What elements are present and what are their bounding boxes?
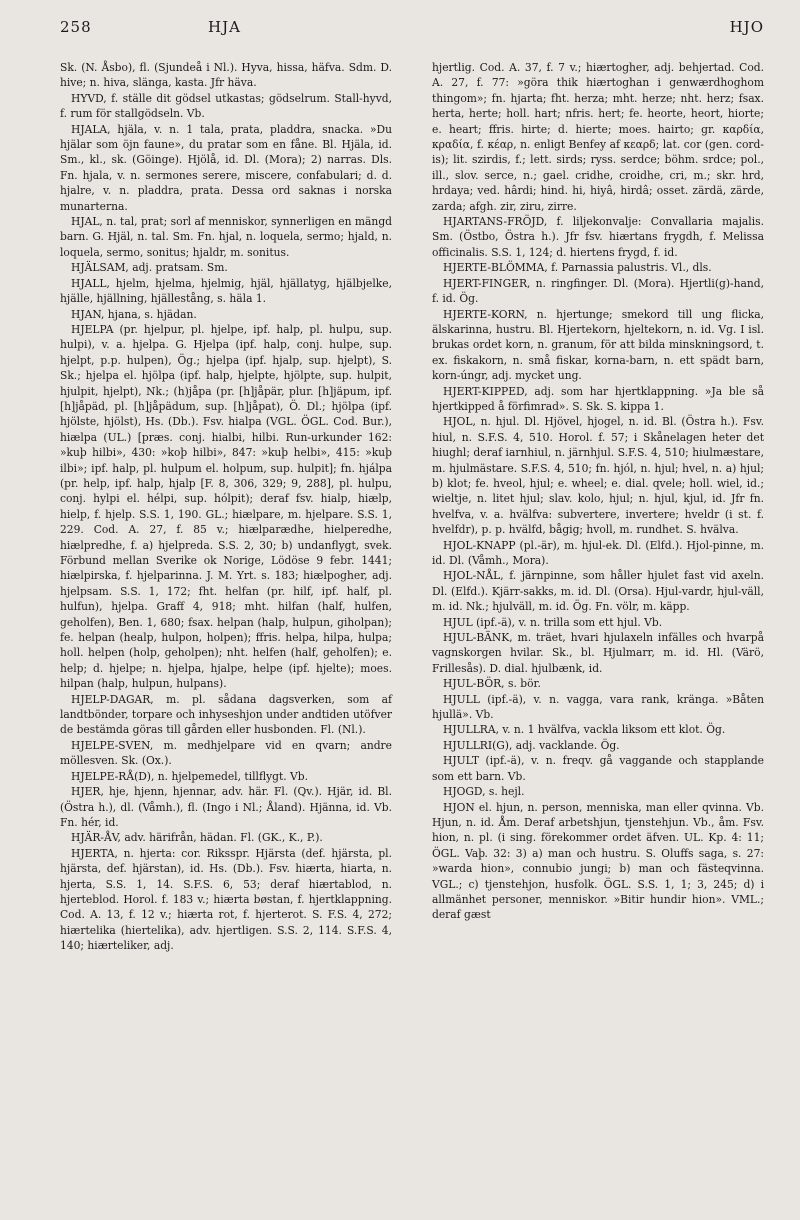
dictionary-entry: HJÄLSAM, adj. pratsam. Sm. — [71, 261, 228, 275]
dictionary-entry: HJUL-BÄNK, m. träet, hvari hjulaxeln infälles och hvarpå vagnskorgen hvilar. Sk., bl. Hjulmarr, m. id. Hl. (Värö, Frillesås). D. dial. hjulbænk, id. — [432, 631, 764, 675]
dictionary-entry: HJERTE-KORN, n. hjertunge; smekord till ung flicka, älskarinna, hustru. Bl. Hjertekorn, hjeltekorn, n. id. Vg. I isl. brukas ordet korn, n. granum, för att bilda minskningsord, t. ex. fiskakorn, n. små fiskar, korna-barn, n. ett spädt barn, korn-úngr, adj. mycket ung. — [432, 307, 764, 383]
dictionary-entry: HJOL-NÅL, f. järnpinne, som håller hjulet fast vid axeln. Dl. (Elfd.). Kjärr-sakks, m. id. Dl. (Orsa). Hjul-vardr, hjul-väll, m. id. Nk.; hjulväll, m. id. Ög. Fn. völr, m. käpp. — [432, 569, 764, 614]
left-column — [60, 60, 392, 954]
dictionary-entry: HJAN, hjana, s. hjädan. — [71, 307, 197, 321]
dictionary-entry: HJULLRA, v. n. 1 hvälfva, vackla liksom ett klot. Ög. — [443, 723, 726, 737]
dictionary-entry: HJALA, hjäla, v. n. 1 tala, prata, pladdra, snacka. »Du hjälar som öjn faune», du pratar som en fåne. Bl. Hjäla, id. Sm., kl., sk. (Göinge). Hjölå, id. Dl. (Mora); 2) narras. Dls. Fn. hjala, v. n. sermones serere, miscere, confabulari; d. d. hjalre, v. n. pladdra, prata. Dessa ord saknas i norska munarterna. — [60, 122, 392, 213]
dictionary-entry: HYVD, f. ställe dit gödsel utkastas; gödselrum. Stall-hyvd, f. rum för stallgödseln. Vb. — [60, 91, 392, 121]
page-number: 258 — [60, 18, 92, 36]
left-running-head: HJA — [208, 18, 241, 36]
dictionary-entry: HJELPA (pr. hjelpur, pl. hjelpe, ipf. halp, pl. hulpu, sup. hulpi), v. a. hjelpa. G. Hjelpa (ipf. halp, conj. hulpe, sup. hjelpt, p.p. hulpen), Ög.; hjelpa (ipf. hjalp, sup. hjelpt), S. Sk.; hjelpa el. hjölpa (ipf. halp, hjelpte, hjölpte, sup. hulpit, hjulpit, hjelpt), Nk.; (h)jåpa (pr. [h]jåpär, plur. [h]jäpum, ipf. [h]jåpäd, pl. [h]jåpädum, sup. [h]jåpat), Ö. Dl.; hjölpa (ipf. hjölste, hjölst), Hs. (Db.). Fsv. hialpa (VGL. ÖGL. Cod. Bur.), hiælpa (UL.) [præs. conj. hialbi, hilbi. Run-urkunder 162: »kuþ hilbi», 430: »koþ hilbi», 847: »kuþ helbi», 415: »kuþ ilbi»; ipf. halp, pl. hulpum el. holpum, sup. hulpit]; fn. hjálpa (pr. help, ipf. halp, hjalp [F. 8, 306, 329; 9, 288], pl. hulpu, conj. hylpi el. hélpi, sup. hólpit); deraf fsv. hialp, hiælp, hielp, f. hjelp. S.S. 1, 190. GL.; hiælpare, m. hjelpare. S.S. 1, 229. Cod. A. 27, f. 85 v.; hiælparædhe, hielperedhe, hiælpredhe, f. a) hjelpreda. S.S. 2, 30; b) undanflygt, svek. Förbund mellan Sverike ok Norige, Lödöse 9 febr. 1441; hiælpirska, f. hjelparinna. J. M. Yrt. s. 183; hiælpogher, adj. hjelpsam. S.S. 1, 172; fht. helfan (pr. hilf, ipf. half, pl. hulfun), hjelpa. Graff 4, 918; mht. hilfan (half, hulfen, geholfen), Ben. 1, 680; fsax. helpan (halp, hulpun, giholpan); fe. helpan (healp, hulpon, holpen); ffris. helpa, hilpa, hulpa; holl. helpen (holp, geholpen); nht. helfen (half, geholfen); e. help; d. hjelpe; n. hjelpa, hjalpe, helpe (ipf. hjelte); moes. hilpan (halp, hulpun, hulpans). — [60, 322, 392, 691]
dictionary-entry: HJUL-BÖR, s. bör. — [443, 677, 541, 691]
dictionary-entry: HJARTANS-FRÖJD, f. liljekonvalje: Convallaria majalis. Sm. (Östbo, Östra h.). Jfr fsv. hiærtans frygdh, f. Melissa officinalis. S.S. 1, 124; d. hiertens frygd, f. id. — [432, 215, 764, 259]
dictionary-entry: HJERT-KIPPED, adj. som har hjertklappning. »Ja ble så hjertkipped å förfimrad». S. Sk. S. kippa 1. — [432, 384, 764, 413]
dictionary-entry: HJOGD, s. hejl. — [443, 785, 525, 799]
dictionary-entry: Sk. (N. Åsbo), fl. (Sjundeå i Nl.). Hyva, hissa, häfva. Sdm. D. hive; n. hiva, slänga, kasta. Jfr häva. — [60, 61, 392, 90]
dictionary-entry: hjertlig. Cod. A. 37, f. 7 v.; hiærtogher, adj. behjertad. Cod. A. 27, f. 77: »göra thik hiærtoghan i genwærdhoghom thingom»; fn. hjarta; fht. herza; mht. herze; nht. herz; fsax. herta, herte; holl. hart; nfris. hert; fe. heorte, heort, hiorte; e. heart; ffris. hirte; d. hierte; moes. hairto; gr. καρδία, κραδία, f. κέαρ, n. enligt Benfey af κεαρδ; lat. cor (gen. cord-is); lit. szirdis, f.; lett. sirds; ryss. serdce; böhm. srdce; pol., ill., slov. serce, n.; gael. cridhe, croidhe, cri, m.; skr. hrd, hrdaya; ved. hârdi; hind. hi, hiyâ, hirdâ; osset. zärdä, zärde, zarda; afgh. zir, ziru, zirre. — [432, 61, 764, 213]
dictionary-entry: HJULT (ipf.-ä), v. n. freqv. gå vaggande och stapplande som ett barn. Vb. — [432, 754, 764, 783]
dictionary-entry: HJOL, n. hjul. Dl. Hjövel, hjogel, n. id. Bl. (Östra h.). Fsv. hiul, n. S.F.S. 4, 510. Horol. f. 57; i Skånelagen heter det hiughl; deraf iarnhiul, n. järnhjul. S.F.S. 4, 510; hiulmæstare, m. hjulmästare. S.F.S. 4, 510; fn. hjól, n. hjul; hvel, n. a) hjul; b) klot; fe. hveol, hjul; e. wheel; e. dial. qvele; holl. wiel, id.; wieltje, n. litet hjul; slav. kolo, hjul; n. hjul, kjul, id. Jfr fn. hvelfva, v. a. hvälfva: subvertere, invertere; hveldr (i st. f. hvelfdr), p. p. hvälfd, bågig; hvoll, m. rundhet. S. hvälva. — [432, 415, 764, 537]
right-column — [432, 60, 764, 954]
dictionary-entry: HJULL (ipf.-ä), v. n. vagga, vara rank, kränga. »Båten hjullä». Vb. — [432, 692, 764, 722]
columns — [60, 60, 764, 954]
dictionary-entry: HJOL-KNAPP (pl.-är), m. hjul-ek. Dl. (Elfd.). Hjol-pinne, m. id. Dl. (Våmh., Mora). — [432, 538, 764, 567]
right-running-head: HJO — [729, 18, 764, 36]
page-header — [60, 18, 764, 42]
dictionary-entry: HJER, hje, hjenn, hjennar, adv. här. Fl. (Qv.). Hjär, id. Bl. (Östra h.), dl. (Våmh.), fl. (Ingo i Nl.; Åland). Hjänna, id. Vb. Fn. hér, id. — [60, 785, 392, 829]
dictionary-entry: HJELP-DAGAR, m. pl. sådana dagsverken, som af landtbönder, torpare och inhyseshjon under andtiden utöfver de bestämda göras till gården eller husbonden. Fl. (Nl.). — [60, 692, 392, 737]
dictionary-entry: HJELPE-RÅ(D), n. hjelpemedel, tillflygt. Vb. — [71, 769, 308, 783]
dictionary-entry: HJERT-FINGER, n. ringfinger. Dl. (Mora). Hjertli(g)-hand, f. id. Ög. — [432, 276, 764, 306]
dictionary-entry: HJELPE-SVEN, m. medhjelpare vid en qvarn; andre möllesven. Sk. (Ox.). — [60, 738, 392, 768]
dictionary-entry: HJERTA, n. hjerta: cor. Riksspr. Hjärsta (def. hjärsta, pl. hjärsta, def. hjärstan), id. Hs. (Db.). Fsv. hiærta, hiarta, n. hjerta, S.S. 1, 14. S.F.S. 6, 53; deraf hiærtablod, n. hjerteblod. Horol. f. 183 v.; hiærta bøstan, f. hjertklappning. Cod. A. 13, f. 12 v.; hiærta rot, f. hjerterot. S. F.S. 4, 272; hiærtelika (hiertelika), adv. hjertligen. S.S. 2, 114. S.F.S. 4, 140; hiærteliker, adj. — [60, 846, 392, 953]
dictionary-entry: HJERTE-BLÖMMA, f. Parnassia palustris. Vl., dls. — [443, 261, 712, 275]
dictionary-entry: HJALL, hjelm, hjelma, hjelmig, hjäl, hjällatyg, hjälbjelke, hjälle, hjällning, hjällestång, s. häla 1. — [60, 276, 392, 306]
dictionary-entry: HJUL (ipf.-ä), v. n. trilla som ett hjul. Vb. — [443, 615, 663, 629]
dictionary-entry: HJULLRI(G), adj. vacklande. Ög. — [443, 738, 620, 752]
dictionary-entry: HJAL, n. tal, prat; sorl af menniskor, synnerligen en mängd barn. G. Hjäl, n. tal. Sm. Fn. hjal, n. loquela, sermo; hjald, n. loquela, sermo, sonitus; hjaldr, m. sonitus. — [60, 215, 392, 259]
dictionary-entry: HJON el. hjun, n. person, menniska, man eller qvinna. Vb. Hjun, n. id. Åm. Deraf arbetshjun, tjenstehjun. Vb., åm. Fsv. hion, n. pl. (i sing. förekommer ordet äfven. UL. Kp. 4: 11; ÖGL. Vaþ. 32: 3) a) man och hustru. S. Oluffs saga, s. 27: »warda hion», connubio jungi; b) man och fästeqvinna. VGL.; c) tjenstehjon, husfolk. ÖGL. S.S. 1, 1; 3, 245; d) i allmänhet personer, menniskor. »Bitir hundir hion». VML.; deraf gæst — [432, 800, 764, 922]
dictionary-entry: HJÄR-ÅV, adv. härifrån, hädan. Fl. (GK., K., P.). — [71, 831, 323, 845]
